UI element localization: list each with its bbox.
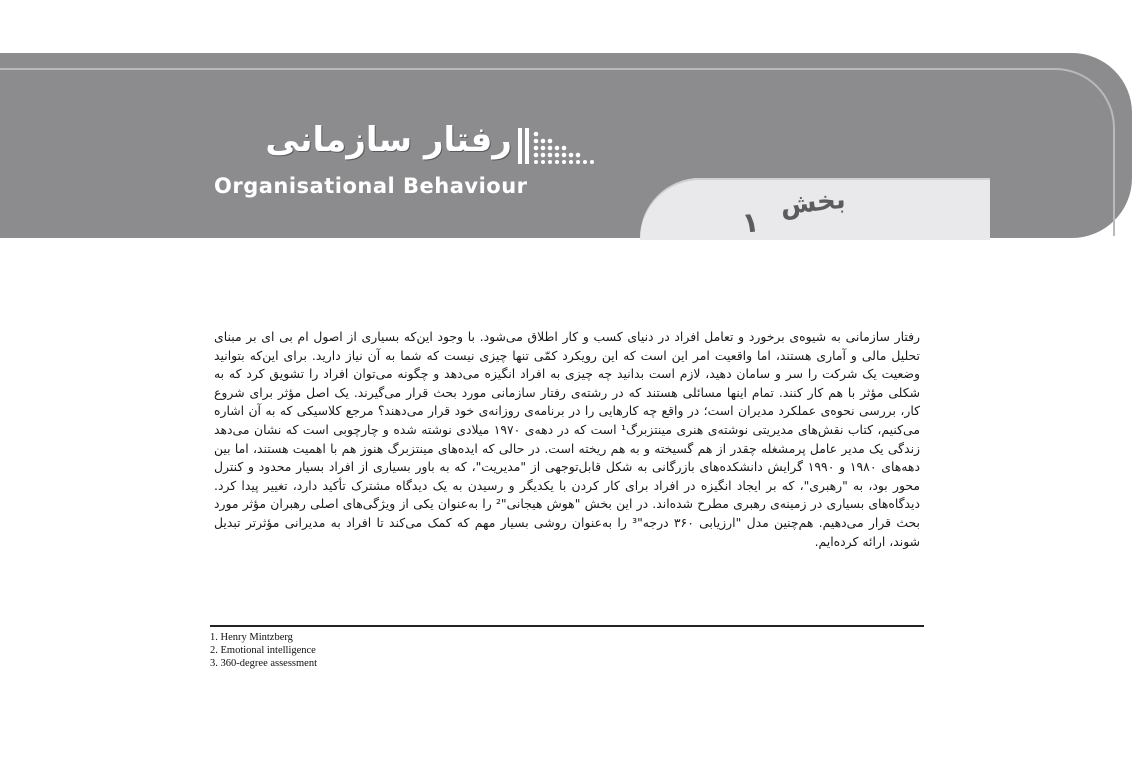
body-text: [214, 328, 920, 551]
section-label: بخش: [778, 184, 848, 222]
chapter-title-persian: رفتار سازمانی: [265, 120, 512, 160]
footnote-2: 2. Emotional intelligence: [210, 645, 316, 656]
footnotes: [210, 631, 317, 670]
footnote-1: 1. Henry Mintzberg: [210, 632, 293, 643]
chapter-title-english: Organisational Behaviour: [214, 174, 528, 198]
dot-grid-icon: [518, 128, 596, 164]
footnote-3: 3. 360-degree assessment: [210, 658, 318, 669]
section-number: ۱: [740, 205, 761, 240]
paragraph: رفتار سازمانی به شیوه‌ی برخورد و تعامل افراد در دنیای کسب و کار اطلاق می‌شود. با وجود این‌که بسیاری از اصول ام بی ای بر مبنای تحلیل مالی و آماری هستند، اما واقعیت امر این است که این رویکرد کمّی تنها چیزی نیست که شما به آن نیاز دارید. برای این‌که بتوانید وضعیت یک شرکت را سر و سامان دهید، لازم است بدانید چه چیزی به افراد انگیزه می‌دهد و چگونه می‌توان افراد را تشویق کرد که به شکلی مؤثر با هم کار کنند. تمام اینها مسائلی هستند که در رشته‌ی رفتار سازمانی مورد بحث قرار می‌گیرند. یک اصل مؤثر برای شروع کار، بررسی نحوه‌ی عملکرد مدیران است؛ در واقع چه کارهایی را در برنامه‌ی روزانه‌ی خود قرار می‌دهند؟ مرجع کلاسیکی که به آن اشاره می‌کنیم، کتاب نقش‌های مدیریتی نوشته‌ی هنری مینتزبرگ¹ است که در دهه‌ی ۱۹۷۰ میلادی نوشته شده و چارچوبی است که نشان می‌دهد زندگی یک مدیر عامل پرمشغله چقدر از هم گسیخته و به هم ریخته است. در حالی که ایده‌های مینتزبرگ هنوز هم با اهمیت هستند، اما بین دهه‌های ۱۹۸۰ و ۱۹۹۰ گرایش دانشکده‌های بازرگانی به شکل قابل‌توجهی از "مدیریت"، که به باور بسیاری از افراد بسیار محدود و کنترل محور بود، به "رهبری"، که بر ایجاد انگیزه در افراد برای کار کردن با یکدیگر و رسیدن به یک دیدگاه مشترک تأکید دارد، تغییر پیدا کرد. دیدگاه‌های بسیاری در زمینه‌ی رهبری مطرح شده‌اند. در این بخش "هوش هیجانی"² را به‌عنوان یکی از ویژگی‌های اصلی رهبران مؤثر مورد بحث قرار می‌دهیم. هم‌چنین مدل "ارزیابی ۳۶۰ درجه"³ را به‌عنوان روشی بسیار مهم که کمک می‌کند تا افراد به مدیرانی مؤثرتر تبدیل شوند، ارائه کرده‌ایم.: [214, 329, 920, 549]
footnote-divider: [210, 625, 924, 627]
